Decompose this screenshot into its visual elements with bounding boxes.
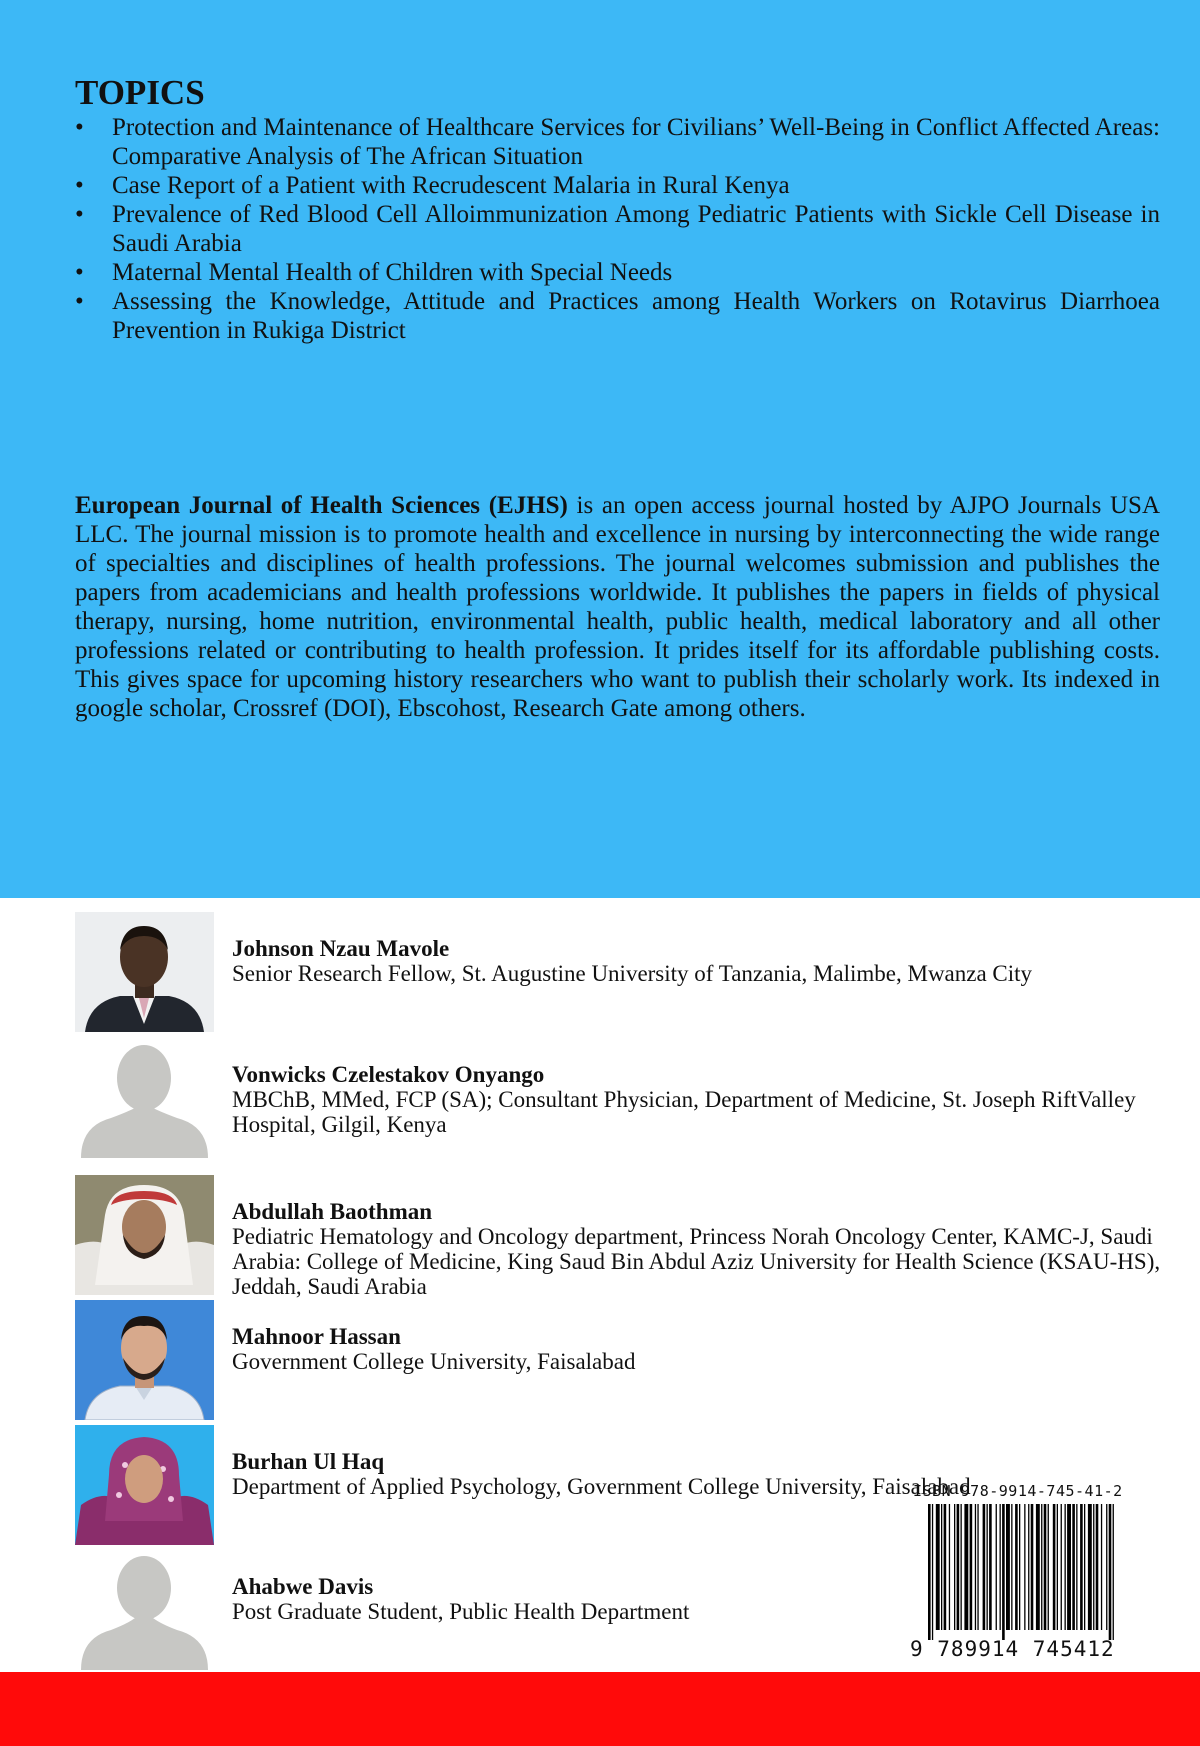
topic-item: • Assessing the Knowledge, Attitude and Practices among Health Workers on Rotavirus Diarrhoea Prevention in Rukiga District (75, 287, 1160, 345)
author-name: Vonwicks Czelestakov Onyango (232, 1062, 545, 1087)
topic-item: • Prevalence of Red Blood Cell Alloimmunization Among Pediatric Patients with Sickle Cell Disease in Saudi Arabia (75, 200, 1160, 258)
author-affiliation: Government College University, Faisalabad (232, 1349, 636, 1374)
author-name: Ahabwe Davis (232, 1574, 374, 1599)
topic-item: • Maternal Mental Health of Children with Special Needs (75, 258, 1160, 287)
isbn-barcode (910, 1482, 1132, 1662)
author-entry (75, 912, 1160, 1032)
topics-heading: TOPICS (75, 73, 205, 112)
journal-description-text: is an open access journal hosted by AJPO Journals USA LLC. The journal mission is to promote health and excellence in nursing by interconnecting the wide range of specialties and disciplines of health professions. The journal welcomes submission and publishes the papers from academicians and health professions worldwide. It publishes the papers in fields of physical therapy, nursing, home nutrition, environmental health, public health, medical laboratory and all other professions related or contributing to health profession. It prides itself for its affordable publishing costs. This gives space for upcoming history researchers who want to publish their scholarly work. Its indexed in google scholar, Crossref (DOI), Ebscohost, Research Gate among others. (75, 492, 1160, 722)
author-photo (75, 1300, 214, 1420)
barcode-digits: 9 789914 745412 (910, 1637, 1115, 1661)
author-photo (75, 912, 214, 1032)
author-name: Mahnoor Hassan (232, 1324, 401, 1349)
author-name: Johnson Nzau Mavole (232, 936, 450, 961)
author-name: Abdullah Baothman (232, 1199, 433, 1224)
author-photo-placeholder (75, 1038, 214, 1158)
topic-item: • Protection and Maintenance of Healthcare Services for Civilians’ Well-Being in Conflict Affected Areas: Comparative Analysis of The African Situation (75, 113, 1160, 171)
barcode-bars (910, 1504, 1132, 1640)
author-photo (75, 1175, 214, 1295)
author-affiliation: Senior Research Fellow, St. Augustine University of Tanzania, Malimbe, Mwanza City (232, 961, 1033, 986)
topic-item: • Case Report of a Patient with Recrudescent Malaria in Rural Kenya (75, 171, 1160, 200)
journal-name: European Journal of Health Sciences (EJHS) (75, 492, 568, 519)
journal-description (75, 491, 1160, 723)
author-photo (75, 1425, 214, 1545)
isbn-label: ISBN 978-9914-745-41-2 (913, 1482, 1123, 1500)
author-affiliation: MBChB, MMed, FCP (SA); Consultant Physician, Department of Medicine, St. Joseph RiftValley Hospital, Gilgil, Kenya (232, 1087, 1136, 1137)
author-affiliation: Department of Applied Psychology, Government College University, Faisalabad (232, 1474, 971, 1499)
author-affiliation: Post Graduate Student, Public Health Department (232, 1599, 690, 1624)
author-affiliation: Pediatric Hematology and Oncology department, Princess Norah Oncology Center, KAMC-J, Saudi Arabia: College of Medicine, King Saud Bin Abdul Aziz University for Health Science (KSAU-HS), Jeddah, Saudi Arabia (232, 1224, 1161, 1299)
bottom-band (0, 1672, 1200, 1746)
author-entry (75, 1038, 1160, 1158)
topics-list (75, 113, 1160, 345)
author-entry (75, 1300, 1160, 1420)
author-entry (75, 1175, 1161, 1299)
author-photo-placeholder (75, 1550, 214, 1670)
author-name: Burhan Ul Haq (232, 1449, 385, 1474)
